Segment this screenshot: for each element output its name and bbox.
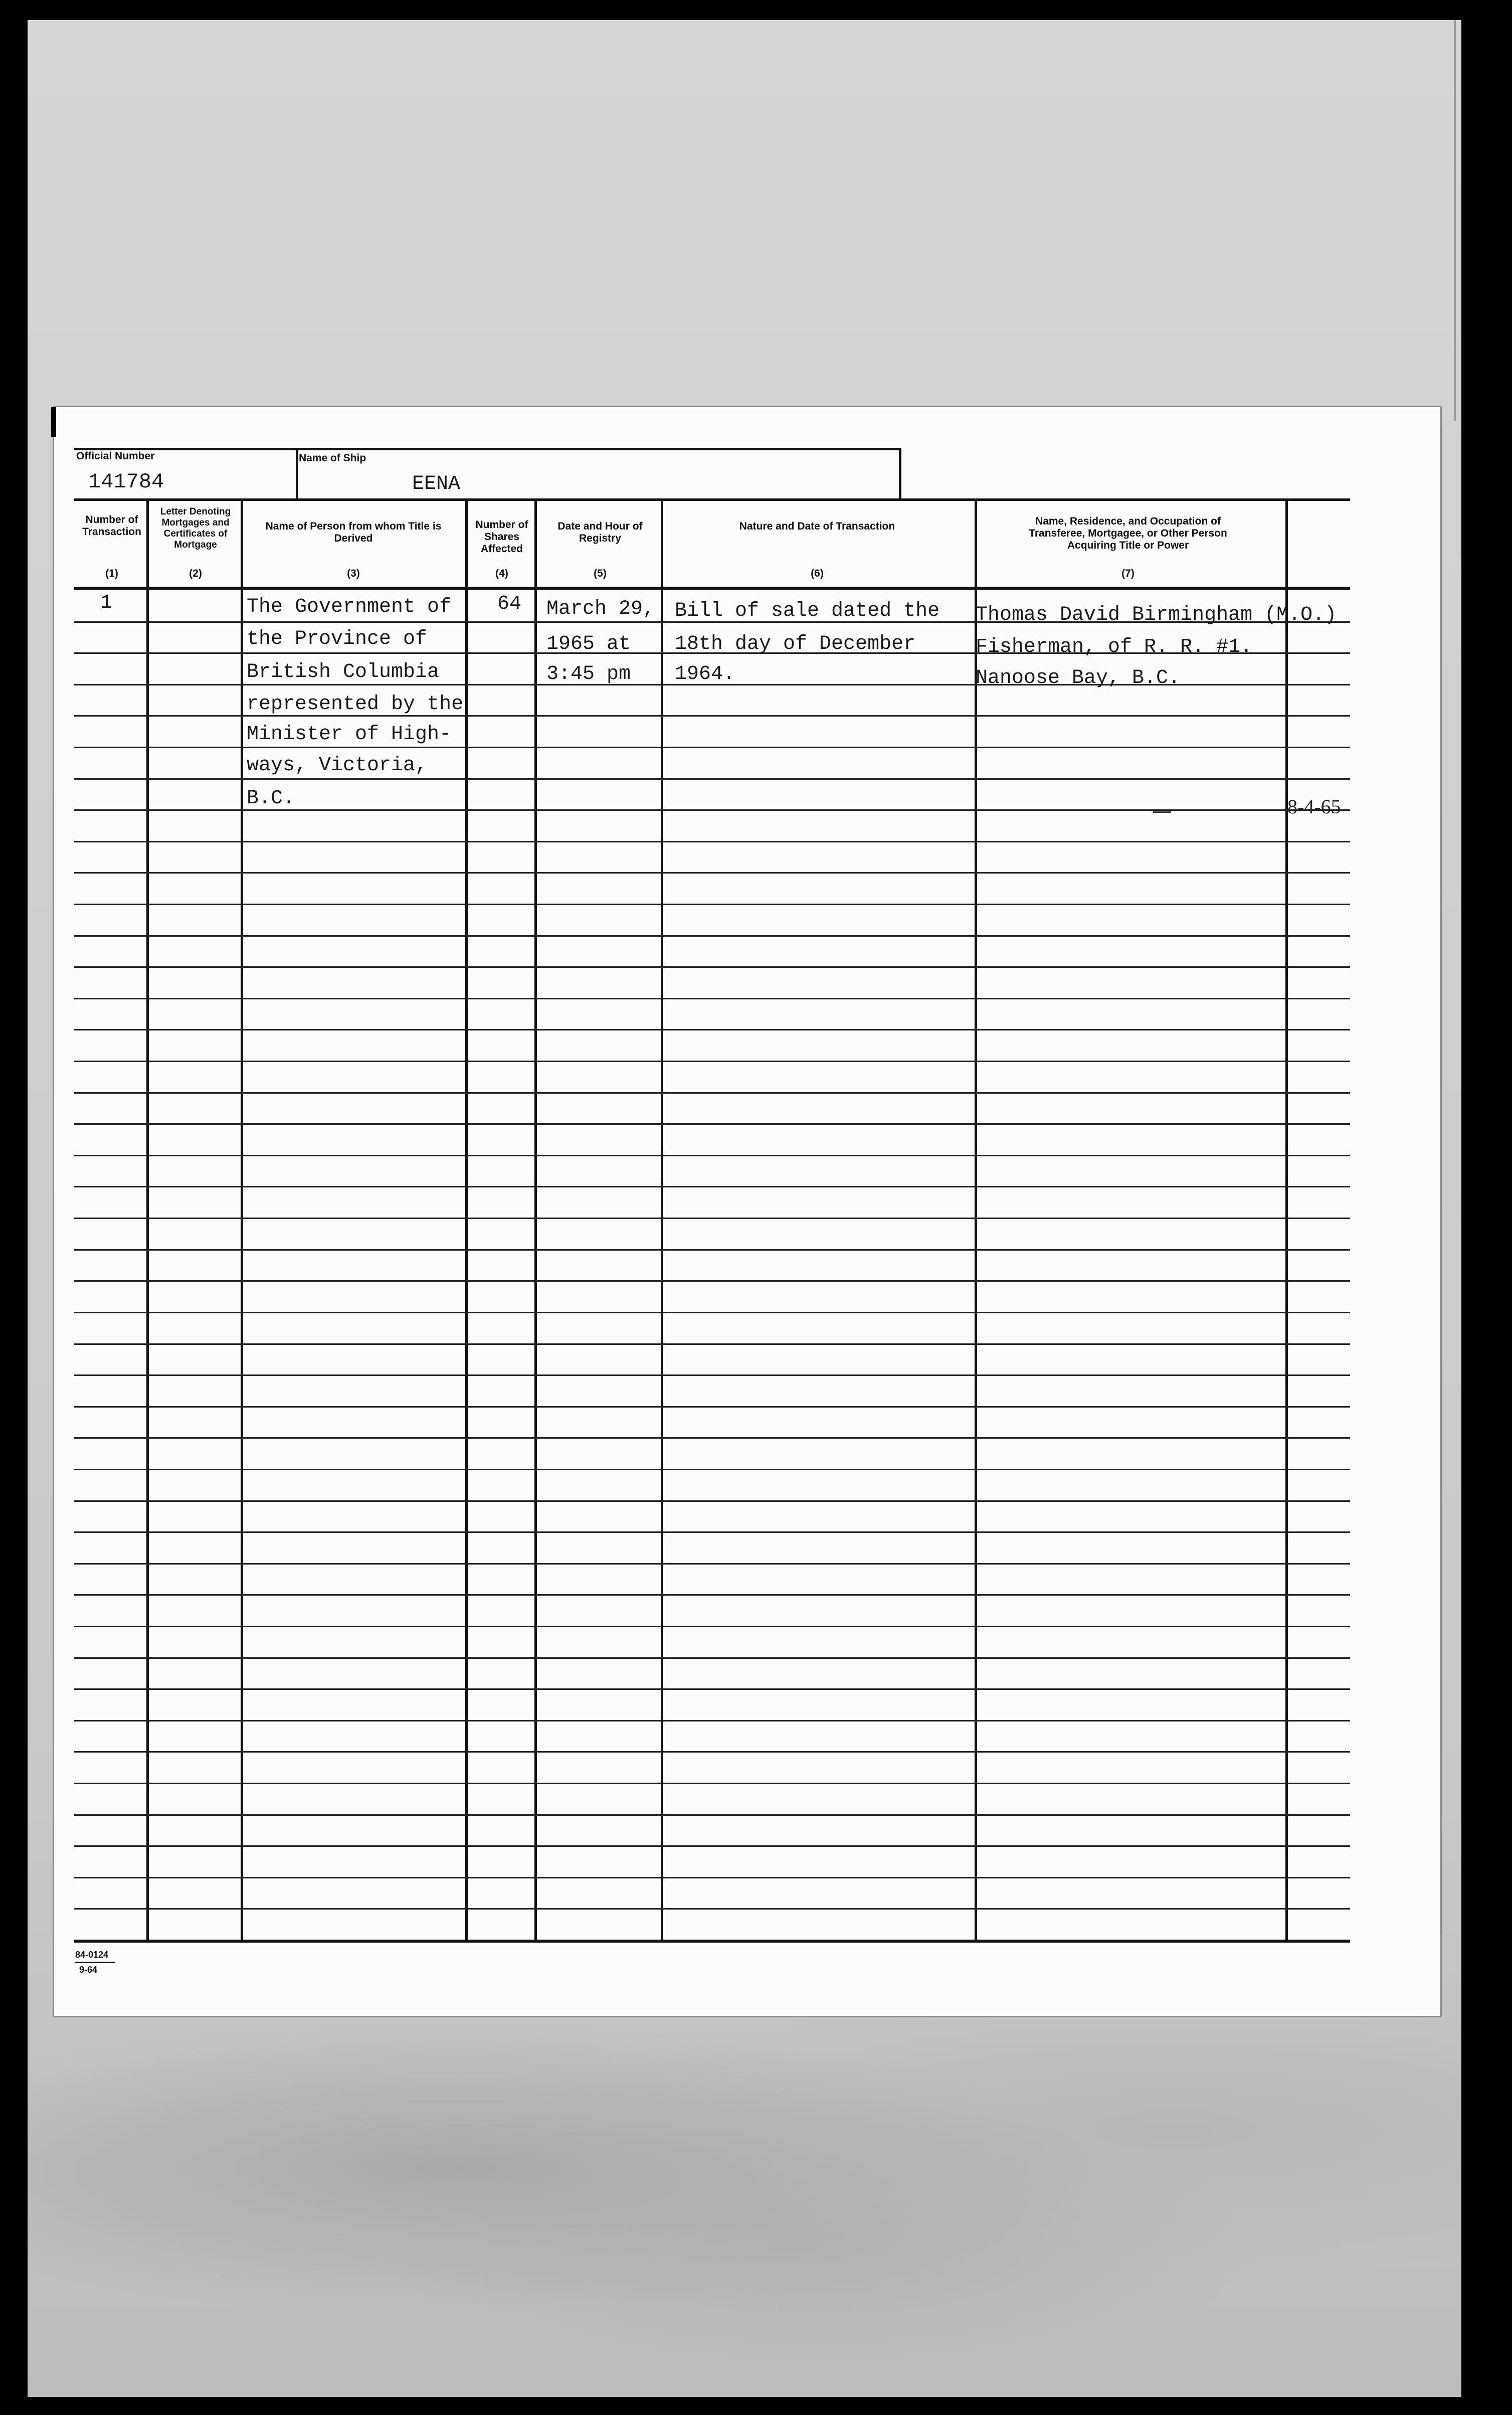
col5-header: Date and Hour of Registry [557, 521, 643, 545]
col1-header: Number of Transaction [82, 514, 141, 538]
ruled-line [74, 1751, 1350, 1753]
transferee-line-3: Nanoose Bay, B.C. [976, 667, 1181, 689]
ruled-line [74, 1783, 1350, 1784]
official-number-label: Official Number [76, 450, 155, 462]
transferee-line-1: Thomas David Birmingham (M.O.) [976, 604, 1337, 626]
nature-line-2: 18th day of December [675, 633, 916, 655]
col6-number: (6) [811, 568, 824, 579]
nature-line-1: Bill of sale dated the [675, 600, 940, 622]
ruled-line [74, 1406, 1350, 1408]
ruled-line [74, 872, 1350, 874]
registry-line-1: March 29, [546, 598, 655, 620]
ruled-line [74, 747, 1350, 748]
ruled-line [74, 966, 1350, 968]
header-top-rule [74, 448, 901, 450]
col2-header: Letter Denoting Mortgages and Certificates of Mortgage [160, 506, 231, 550]
ruled-line [74, 1720, 1350, 1721]
ruled-line [74, 1061, 1350, 1062]
derived-line-5: Minister of High- [247, 723, 452, 746]
scan-edge [1454, 20, 1456, 421]
col4-header: Number of Shares Affected [475, 519, 528, 555]
ruled-line [74, 1123, 1350, 1125]
derived-line-7: B.C. [247, 787, 295, 810]
col3-header: Name of Person from whom Title is Derived [265, 521, 442, 545]
transaction-number: 1 [100, 592, 113, 614]
form-edge-mark [51, 407, 56, 437]
ruled-line [74, 1657, 1350, 1659]
derived-line-2: the Province of [247, 628, 428, 650]
margin-date-note: 8-4-65 [1287, 795, 1341, 818]
ship-name-label: Name of Ship [299, 452, 366, 464]
col6-header: Nature and Date of Transaction [739, 521, 895, 532]
ruled-line [74, 1531, 1350, 1533]
ship-name: EENA [412, 473, 461, 495]
ruled-line [74, 1312, 1350, 1313]
col5-number: (5) [594, 568, 607, 579]
ruled-line [74, 1249, 1350, 1251]
derived-line-3: British Columbia [247, 661, 440, 683]
ruled-line [74, 1594, 1350, 1596]
ruled-line [74, 841, 1350, 842]
ruled-line [74, 1092, 1350, 1094]
header-divider [296, 448, 298, 499]
ruled-line [74, 1186, 1350, 1187]
ruled-line [74, 1437, 1350, 1439]
shares-affected: 64 [497, 593, 522, 615]
table-bottom-rule [74, 1940, 1350, 1943]
registry-line-2: 1965 at [546, 633, 631, 655]
header-end [899, 448, 901, 499]
col2-number: (2) [189, 568, 202, 579]
ruled-line [74, 1626, 1350, 1627]
ruled-line [74, 1280, 1350, 1282]
table-top-rule [74, 498, 1350, 501]
ruled-line [74, 1688, 1350, 1690]
ruled-line [74, 1374, 1350, 1376]
form-code-rule [75, 1962, 115, 1963]
ruled-line [74, 935, 1350, 937]
form-code: 84-0124 [75, 1950, 109, 1960]
header-bottom-rule [74, 587, 1350, 590]
derived-line-4: represented by the [247, 693, 464, 716]
transferee-line-2: Fisherman, of R. R. #1. [976, 636, 1253, 658]
ruled-line [74, 1563, 1350, 1565]
ruled-line [74, 1908, 1350, 1910]
col7-header: Name, Residence, and Occupation of Transferee, Mortgagee, or Other Person Acquiring Title or Power [1029, 515, 1227, 552]
ruled-line [74, 1500, 1350, 1502]
ruled-line [74, 1814, 1350, 1816]
scan-shadow [28, 2016, 1461, 2397]
ruled-line [74, 904, 1350, 905]
ruled-line [74, 1845, 1350, 1847]
ruled-line [74, 1029, 1350, 1030]
derived-line-6: ways, Victoria, [247, 754, 428, 777]
ruled-line [74, 1155, 1350, 1156]
pen-mark [1153, 811, 1171, 813]
ruled-line [74, 1218, 1350, 1219]
ruled-line [74, 1469, 1350, 1470]
col7-number: (7) [1121, 568, 1135, 579]
col4-number: (4) [495, 568, 508, 579]
col3-number: (3) [347, 568, 360, 579]
derived-line-1: The Government of [247, 596, 452, 618]
ruled-line [74, 778, 1350, 780]
form-date-code: 9-64 [79, 1965, 98, 1975]
col1-number: (1) [105, 568, 118, 579]
ruled-line [74, 998, 1350, 999]
nature-line-3: 1964. [675, 663, 735, 685]
registry-line-3: 3:45 pm [546, 663, 631, 685]
ruled-line [74, 1343, 1350, 1345]
official-number: 141784 [88, 470, 164, 494]
ruled-line [74, 1877, 1350, 1878]
